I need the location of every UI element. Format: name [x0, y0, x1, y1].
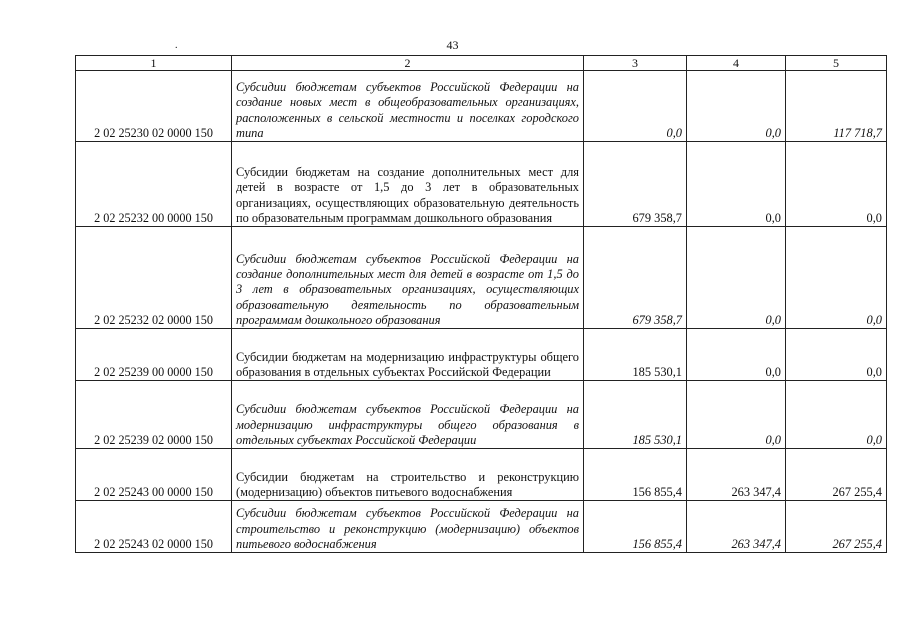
row-code: 2 02 25232 02 0000 150: [76, 227, 232, 329]
row-description: Субсидии бюджетам на модернизацию инфраструктуры общего образования в отдельных субъектах Российской Федерации: [232, 329, 584, 381]
header-col-3: 3: [584, 56, 687, 71]
header-col-2: 2: [232, 56, 584, 71]
row-col4: 0,0: [687, 142, 786, 227]
table-row: [76, 501, 887, 553]
header-col-1: 1: [76, 56, 232, 71]
row-code: 2 02 25243 02 0000 150: [76, 501, 232, 553]
table-row: [76, 381, 887, 449]
row-col3: 156 855,4: [584, 449, 687, 501]
header-col-5: 5: [786, 56, 887, 71]
page-number: 43: [446, 38, 459, 52]
row-col4: 0,0: [687, 71, 786, 142]
row-col5: 0,0: [786, 329, 887, 381]
row-col4: 0,0: [687, 329, 786, 381]
table-row: [76, 71, 887, 142]
row-code: 2 02 25239 00 0000 150: [76, 329, 232, 381]
row-code: 2 02 25230 02 0000 150: [76, 71, 232, 142]
row-description: Субсидии бюджетам субъектов Российской Федерации на создание новых мест в общеобразовательных организациях, расположенных в сельской местности и поселках городского типа: [232, 71, 584, 142]
row-description: Субсидии бюджетам на строительство и реконструкцию (модернизацию) объектов питьевого водоснабжения: [232, 449, 584, 501]
row-description: Субсидии бюджетам субъектов Российской Федерации на создание дополнительных мест для детей в возрасте от 1,5 до 3 лет в образовательных организациях, осуществляющих образовательную деятельность по образовательным программам дошкольного образования: [232, 227, 584, 329]
row-col3: 679 358,7: [584, 227, 687, 329]
table-row: [76, 329, 887, 381]
row-col4: 0,0: [687, 381, 786, 449]
row-code: 2 02 25239 02 0000 150: [76, 381, 232, 449]
row-col4: 263 347,4: [687, 501, 786, 553]
row-description: Субсидии бюджетам субъектов Российской Федерации на строительство и реконструкцию (модернизацию) объектов питьевого водоснабжения: [232, 501, 584, 553]
table-row: [76, 227, 887, 329]
row-col3: 185 530,1: [584, 381, 687, 449]
scan-dot: .: [175, 40, 178, 51]
row-col3: 156 855,4: [584, 501, 687, 553]
row-col4: 0,0: [687, 227, 786, 329]
row-col3: 0,0: [584, 71, 687, 142]
row-col5: 267 255,4: [786, 501, 887, 553]
row-col5: 0,0: [786, 227, 887, 329]
table-body: [76, 71, 887, 553]
row-col5: 267 255,4: [786, 449, 887, 501]
row-col3: 679 358,7: [584, 142, 687, 227]
row-col5: 0,0: [786, 142, 887, 227]
row-code: 2 02 25243 00 0000 150: [76, 449, 232, 501]
row-code: 2 02 25232 00 0000 150: [76, 142, 232, 227]
table-row: [76, 449, 887, 501]
header-col-4: 4: [687, 56, 786, 71]
row-col3: 185 530,1: [584, 329, 687, 381]
budget-table: [75, 55, 887, 553]
row-col5: 0,0: [786, 381, 887, 449]
row-description: Субсидии бюджетам на создание дополнительных мест для детей в возрасте от 1,5 до 3 лет в образовательных организациях, осуществляющих образовательную деятельность по образовательным программам дошкольного образования: [232, 142, 584, 227]
header-row: [76, 56, 887, 71]
row-col5: 117 718,7: [786, 71, 887, 142]
table-row: [76, 142, 887, 227]
row-col4: 263 347,4: [687, 449, 786, 501]
row-description: Субсидии бюджетам субъектов Российской Федерации на модернизацию инфраструктуры общего образования в отдельных субъектах Российской Федерации: [232, 381, 584, 449]
